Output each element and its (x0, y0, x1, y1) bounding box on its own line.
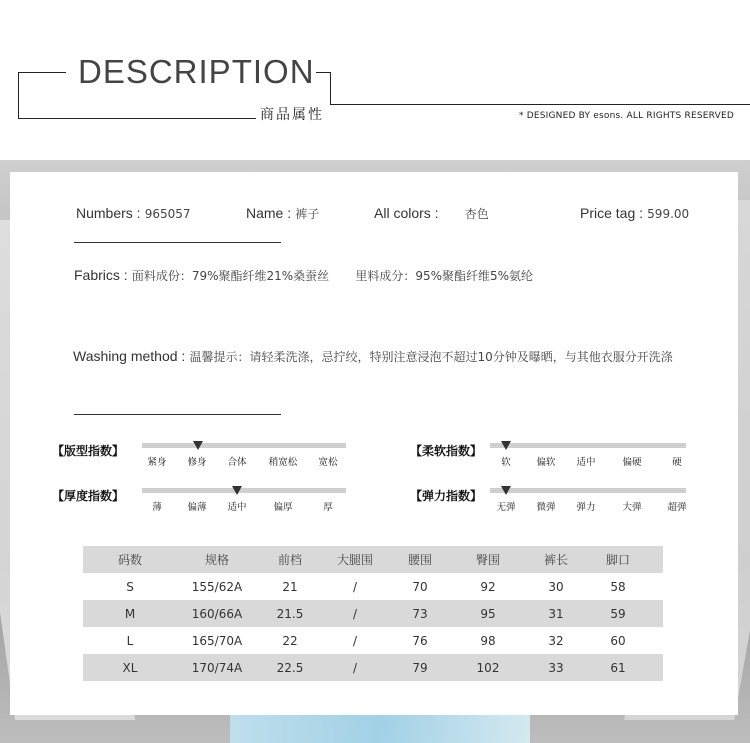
table-cell: 70 (412, 579, 428, 594)
thickness-option: 厚 (323, 502, 333, 513)
table-cell: 165/70A (191, 633, 243, 648)
fabrics-label: Fabrics : (74, 267, 128, 283)
price-value: 599.00 (647, 207, 690, 221)
table-cell: 79 (412, 660, 428, 675)
table-cell: 92 (480, 579, 496, 594)
table-cell: / (352, 579, 358, 594)
elasticity-index-track (490, 488, 686, 493)
elasticity-index-marker (501, 486, 511, 495)
table-cell: 32 (548, 633, 564, 648)
fit-option: 合体 (227, 457, 247, 468)
softness-option: 硬 (672, 457, 682, 468)
table-cell: 170/74A (191, 660, 243, 675)
table-cell: 30 (548, 579, 564, 594)
divider-2 (74, 414, 281, 415)
bracket-top-right (316, 72, 330, 73)
table-cell: 76 (412, 633, 428, 648)
bracket-left-vertical (18, 72, 19, 119)
table-header: 脚口 (605, 553, 630, 567)
washing-value: 温馨提示：请轻柔洗涤，忌拧绞，特别注意浸泡不超过10分钟及曝晒，与其他衣服分开洗涤 (189, 350, 673, 364)
elasticity-option: 大弹 (622, 502, 642, 513)
bracket-top-left (18, 72, 66, 73)
table-cell: / (352, 606, 358, 621)
description-header (0, 0, 750, 160)
table-cell: XL (122, 660, 138, 675)
page-subtitle: 商品属性 (260, 107, 324, 123)
table-header: 臀围 (475, 553, 500, 567)
softness-index-label: 【柔软指数】 (410, 444, 483, 458)
price-field (580, 205, 689, 222)
washing-label: Washing method : (73, 348, 186, 364)
thickness-option: 适中 (227, 502, 247, 513)
table-header: 腰围 (407, 553, 432, 567)
elasticity-option: 无弹 (496, 502, 516, 513)
table-cell: M (124, 606, 136, 621)
bracket-right-vertical (330, 72, 331, 105)
thickness-index-label: 【厚度指数】 (52, 489, 125, 503)
thickness-index (52, 487, 352, 517)
page-title: DESCRIPTION (78, 53, 315, 90)
numbers-value: 965057 (144, 207, 191, 221)
table-row (83, 573, 663, 600)
table-cell: 33 (548, 660, 564, 675)
table-cell: 160/66A (191, 606, 243, 621)
softness-option: 软 (501, 457, 511, 468)
softness-option: 偏硬 (622, 457, 642, 468)
softness-index (410, 442, 710, 472)
fit-index-track (142, 443, 346, 448)
fit-option: 修身 (187, 457, 207, 468)
thickness-index-marker (232, 486, 242, 495)
numbers-field (76, 205, 191, 222)
colors-field (374, 205, 489, 222)
softness-option: 偏软 (536, 457, 556, 468)
table-cell: 73 (412, 606, 428, 621)
product-info-card (10, 172, 738, 715)
table-header: 规格 (204, 553, 229, 567)
elasticity-index (410, 487, 710, 517)
thickness-option: 偏厚 (273, 502, 293, 513)
fabrics-field (74, 267, 533, 284)
table-header: 裤长 (543, 553, 568, 567)
table-cell: 155/62A (191, 579, 243, 594)
table-cell: 102 (476, 660, 500, 675)
fit-index-marker (193, 441, 203, 450)
softness-index-marker (501, 441, 511, 450)
rights-notice: * DESIGNED BY esons. ALL RIGHTS RESERVED (518, 111, 734, 121)
table-cell: / (352, 633, 358, 648)
table-cell: 98 (480, 633, 496, 648)
table-cell: 21 (282, 579, 298, 594)
table-header: 大腿围 (336, 553, 373, 567)
table-header: 前档 (277, 553, 302, 567)
size-table (83, 546, 663, 681)
fit-option: 紧身 (147, 457, 167, 468)
elasticity-option: 微弹 (536, 502, 556, 513)
bracket-bottom (18, 118, 256, 119)
table-cell: 31 (548, 606, 564, 621)
table-cell: L (126, 633, 134, 648)
table-row (83, 600, 663, 627)
table-cell: S (126, 579, 134, 594)
table-header: 码数 (117, 553, 142, 567)
table-cell: 22.5 (276, 660, 304, 675)
lining-value: 里料成分：95%聚酯纤维5%氨纶 (355, 269, 534, 283)
thickness-index-track (142, 488, 346, 493)
thickness-option: 偏薄 (187, 502, 207, 513)
table-cell: 21.5 (276, 606, 304, 621)
table-row (83, 654, 663, 681)
name-field (246, 205, 319, 222)
softness-index-track (490, 443, 686, 448)
table-cell: 95 (480, 606, 496, 621)
fit-option: 宽松 (318, 457, 338, 468)
numbers-label: Numbers : (76, 205, 141, 221)
table-cell: 61 (610, 660, 626, 675)
price-label: Price tag : (580, 205, 644, 221)
softness-option: 适中 (576, 457, 596, 468)
table-row (83, 627, 663, 654)
long-underline (330, 104, 750, 105)
elasticity-index-label: 【弹力指数】 (410, 489, 483, 503)
elasticity-option: 弹力 (576, 502, 596, 513)
table-cell: 58 (610, 579, 626, 594)
name-value: 裤子 (295, 207, 320, 221)
fit-index (52, 442, 352, 472)
fabrics-value: 面料成份：79%聚酯纤维21%桑蚕丝 (131, 269, 330, 283)
table-cell: 60 (610, 633, 626, 648)
table-cell: 59 (610, 606, 626, 621)
elasticity-option: 超弹 (667, 502, 687, 513)
name-label: Name : (246, 205, 292, 221)
fit-option: 稍宽松 (268, 457, 298, 468)
table-cell: / (352, 660, 358, 675)
table-cell: 22 (282, 633, 298, 648)
thickness-option: 薄 (152, 502, 162, 513)
colors-label: All colors : (374, 205, 439, 221)
divider-1 (74, 242, 281, 243)
fit-index-label: 【版型指数】 (52, 444, 125, 458)
colors-value: 杏色 (464, 207, 489, 221)
washing-field (73, 348, 673, 365)
table-header-row (83, 546, 663, 573)
